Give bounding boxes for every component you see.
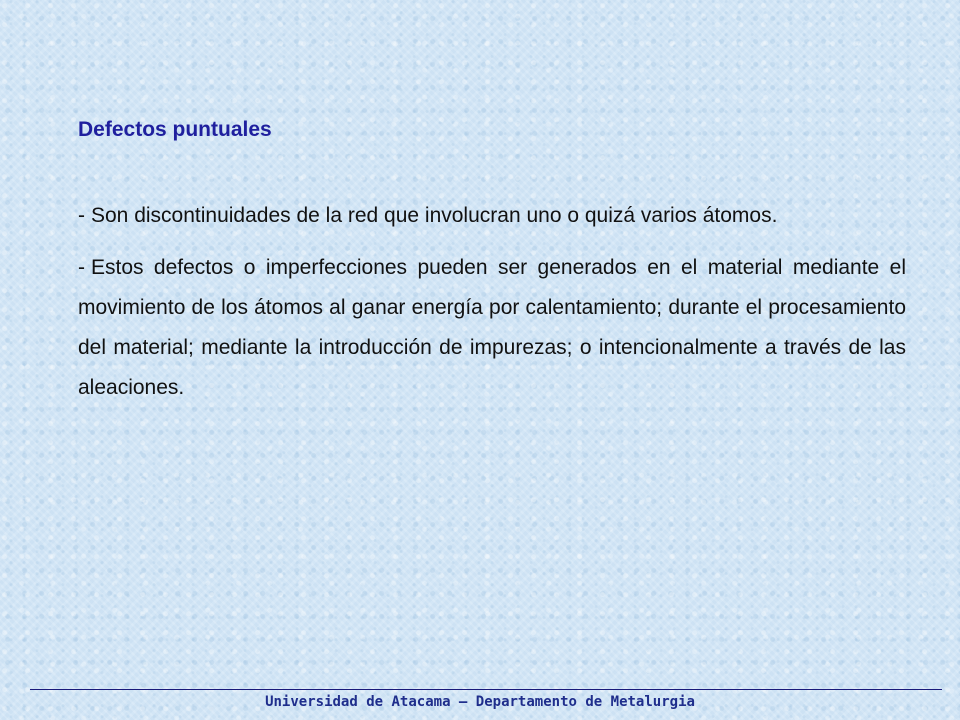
bullet-dash: - — [78, 256, 85, 279]
bullet-dash: - — [78, 204, 85, 227]
slide-content — [78, 196, 906, 420]
bullet-text: Estos defectos o imperfecciones pueden ser generados en el material mediante el movimiento de los átomos al ganar energía por calentamiento; durante el procesamiento del material; mediante la introducción de impurezas; o intencionalmente a través de las aleaciones. — [78, 256, 906, 399]
footer-institution: Universidad de Atacama – Departamento de Metalurgia — [265, 694, 695, 710]
bullet-item-2 — [78, 248, 906, 408]
bullet-text: Son discontinuidades de la red que involucran uno o quizá varios átomos. — [91, 204, 778, 227]
slide-title: Defectos puntuales — [78, 118, 272, 141]
footer-divider — [30, 689, 942, 690]
bullet-item-1 — [78, 196, 906, 236]
